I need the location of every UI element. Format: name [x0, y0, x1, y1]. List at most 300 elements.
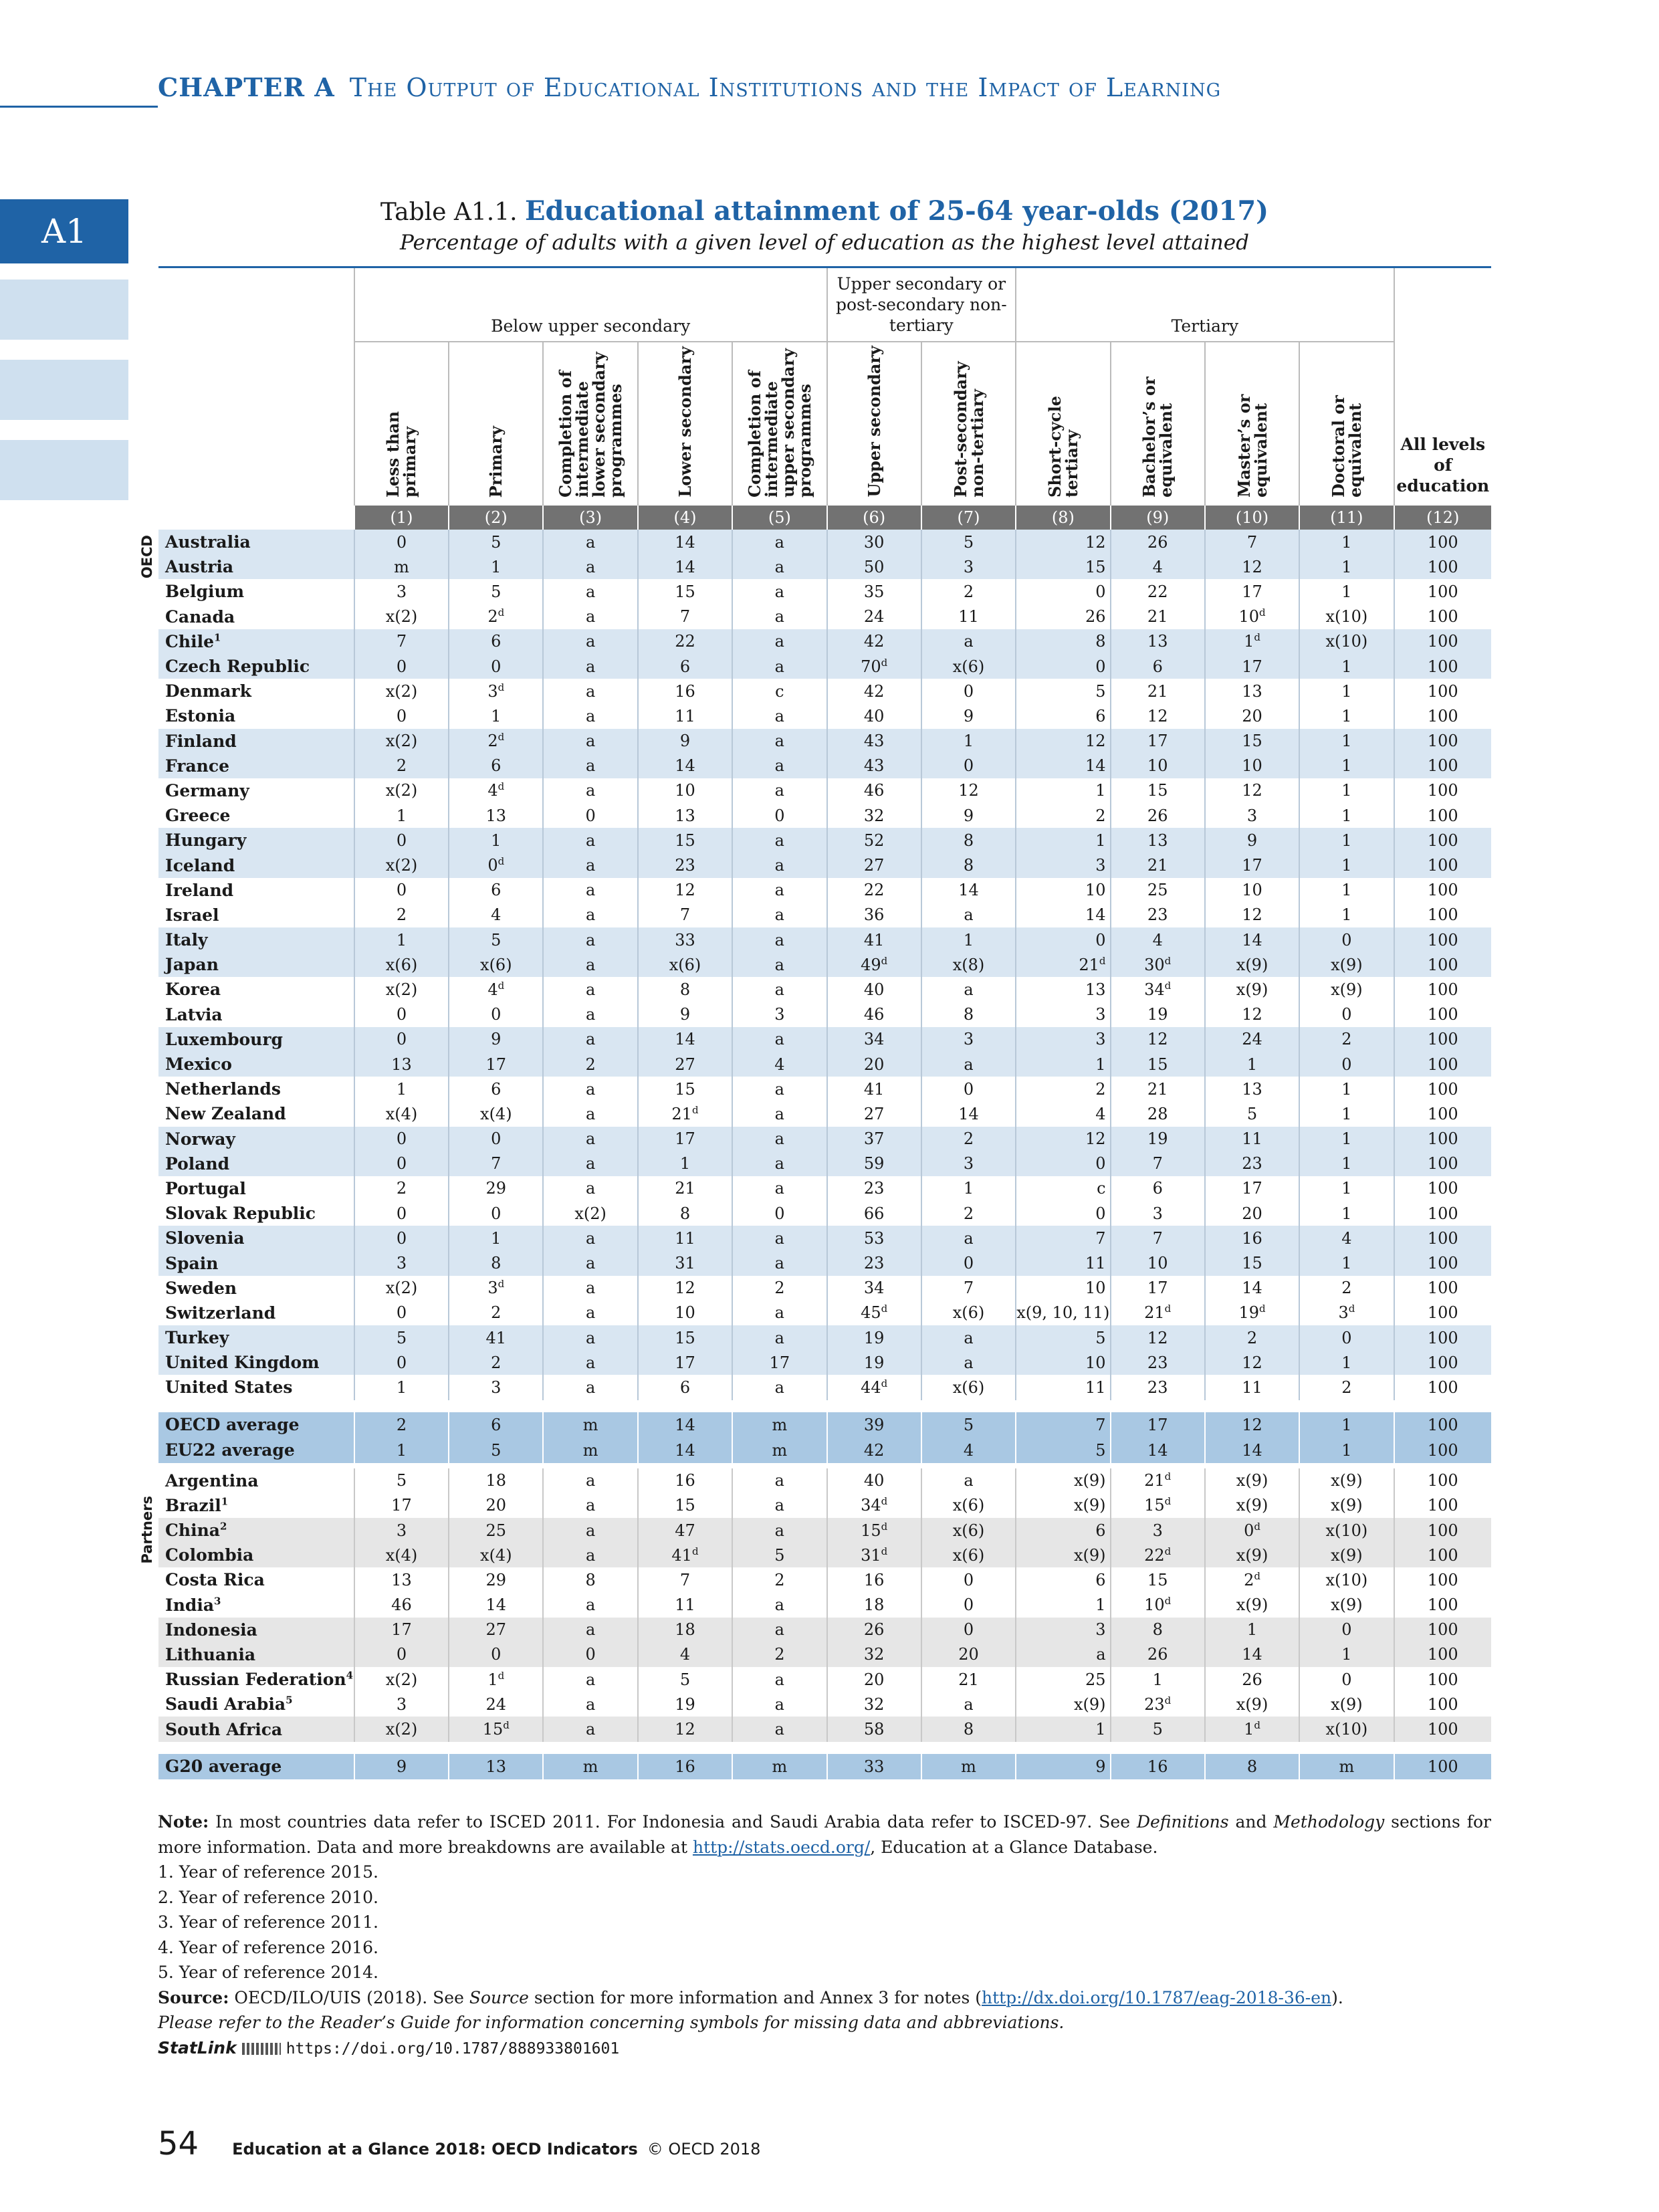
source-word: Source — [469, 1987, 529, 2007]
table-cell: a — [543, 1077, 637, 1101]
table-cell: a — [543, 1518, 637, 1543]
table-cell: 5 — [354, 1325, 449, 1350]
table-cell: 5 — [921, 530, 1016, 554]
table-cell: a — [543, 1101, 637, 1126]
table-cell: 10 — [1205, 878, 1299, 903]
table-cell: 21 — [1111, 604, 1205, 629]
table-cell: a — [543, 903, 637, 927]
table-cell: 1 — [1299, 1077, 1394, 1101]
group-upper-secondary: Upper secondary or post-secondary non-tertiary — [827, 268, 1016, 342]
table-cell: 17 — [1111, 729, 1205, 754]
table-row — [158, 1101, 1491, 1126]
table-cell: x(10) — [1299, 1717, 1394, 1741]
column-number: (4) — [638, 506, 732, 530]
table-cell: x(9) — [1299, 1543, 1394, 1567]
country-name: Sweden — [165, 1278, 237, 1298]
table-cell: 6 — [1016, 703, 1110, 728]
table-cell: m — [1299, 1754, 1394, 1779]
table-cell: 100 — [1394, 1276, 1491, 1301]
table-cell: 100 — [1394, 1301, 1491, 1325]
table-cell: 1$^d$ — [449, 1667, 543, 1692]
table-cell: 34 — [827, 1027, 921, 1052]
country-name: Greece — [165, 806, 231, 826]
country-name: India$^3$ — [165, 1595, 221, 1615]
table-cell: 1 — [1016, 1717, 1110, 1741]
table-cell: a — [732, 828, 826, 853]
country-name: Czech Republic — [158, 654, 354, 679]
table-cell: 1 — [1016, 1052, 1110, 1077]
table-cell: 13 — [1016, 977, 1110, 1002]
table-cell: 20 — [1205, 1201, 1299, 1226]
country-name: China$^2$ — [158, 1518, 354, 1543]
table-cell: 12 — [1205, 1350, 1299, 1375]
table-cell: 12 — [1016, 729, 1110, 754]
table-cell: 7 — [638, 903, 732, 927]
table-cell: 100 — [1394, 1375, 1491, 1400]
table-cell: 5 — [354, 1468, 449, 1493]
table-cell: 41$^d$ — [638, 1543, 732, 1567]
table-cell: 100 — [1394, 1642, 1491, 1667]
table-cell: a — [732, 1618, 826, 1642]
table-cell: 27 — [827, 853, 921, 877]
footnote-3: 3. Year of reference 2011. — [158, 1912, 378, 1932]
table-cell: 32 — [827, 1642, 921, 1667]
table-cell: 0 — [1299, 1052, 1394, 1077]
table-cell: a — [732, 1027, 826, 1052]
table-cell: x(9) — [1016, 1543, 1110, 1567]
table-cell: 7 — [354, 629, 449, 654]
table-cell: 11 — [1016, 1250, 1110, 1275]
table-cell: 23 — [1111, 903, 1205, 927]
table-cell: 3 — [921, 554, 1016, 579]
table-cell: 7 — [921, 1276, 1016, 1301]
table-cell: 100 — [1394, 654, 1491, 679]
table-cell: 17 — [1205, 853, 1299, 877]
table-cell: a — [732, 1226, 826, 1250]
table-cell: 31 — [638, 1250, 732, 1275]
table-cell: 32 — [827, 1692, 921, 1717]
table-cell: 14 — [638, 554, 732, 579]
country-name: Netherlands — [165, 1079, 281, 1099]
source-label: Source: — [158, 1987, 229, 2007]
table-row — [158, 903, 1491, 927]
table-cell: 34 — [827, 1276, 921, 1301]
table-cell: a — [732, 629, 826, 654]
table-row — [158, 579, 1491, 604]
table-cell: 1 — [449, 828, 543, 853]
table-cell: 41 — [827, 927, 921, 952]
table-row — [158, 952, 1491, 977]
table-cell: 28 — [1111, 1101, 1205, 1126]
table-cell: 42 — [827, 1438, 921, 1463]
table-row — [158, 1412, 1491, 1438]
country-name: Korea — [165, 980, 221, 1000]
country-name: Lithuania — [158, 1642, 354, 1667]
table-cell: 25 — [449, 1518, 543, 1543]
table-cell: a — [921, 1468, 1016, 1493]
table-cell: a — [732, 1301, 826, 1325]
column-number: (2) — [449, 506, 543, 530]
table-cell: 0 — [921, 1077, 1016, 1101]
table-cell: 5 — [1111, 1717, 1205, 1741]
table-cell: x(9, 10, 11) — [1016, 1301, 1110, 1325]
table-cell: 1 — [449, 1226, 543, 1250]
table-row — [158, 703, 1491, 728]
table-row — [158, 1692, 1491, 1717]
table-cell: 2 — [449, 1301, 543, 1325]
table-number: Table A1.1. — [380, 199, 518, 226]
country-name: EU22 average — [158, 1438, 354, 1463]
table-cell: 1 — [1299, 778, 1394, 803]
table-cell: 100 — [1394, 1438, 1491, 1463]
table-cell: 15 — [1111, 1567, 1205, 1592]
table-cell: 0 — [921, 1593, 1016, 1618]
table-cell: a — [921, 903, 1016, 927]
note-methodology: Methodology — [1273, 1812, 1385, 1832]
table-cell: 100 — [1394, 1052, 1491, 1077]
column-header-label: Less than primary — [383, 411, 420, 497]
table-cell: 9 — [1016, 1754, 1110, 1779]
table-cell: 35 — [827, 579, 921, 604]
table-cell: 6 — [449, 878, 543, 903]
table-cell: 9 — [449, 1027, 543, 1052]
table-row — [158, 629, 1491, 654]
table-cell: 5 — [638, 1667, 732, 1692]
table-cell: 27 — [827, 1101, 921, 1126]
table-cell: 8 — [1205, 1754, 1299, 1779]
table-cell: x(9) — [1016, 1493, 1110, 1518]
table-cell: 2 — [354, 1176, 449, 1201]
table-cell: 0 — [1016, 579, 1110, 604]
table-cell: 2 — [1299, 1375, 1394, 1400]
table-row — [158, 1667, 1491, 1692]
table-cell: 18 — [827, 1593, 921, 1618]
table-cell: x(6) — [354, 952, 449, 977]
table-cell: 12 — [1205, 1002, 1299, 1027]
table-cell: 0 — [921, 1567, 1016, 1592]
table-cell: 1 — [354, 1077, 449, 1101]
table-cell: 100 — [1394, 1201, 1491, 1226]
table-cell: 0 — [732, 803, 826, 828]
table-cell: 34$^d$ — [827, 1493, 921, 1518]
table-cell: 1 — [1299, 1250, 1394, 1275]
table-cell: x(9) — [1205, 1493, 1299, 1518]
source-doi-link[interactable]: http://dx.doi.org/10.1787/eag-2018-36-en — [981, 1987, 1332, 2007]
table-cell: 40 — [827, 977, 921, 1002]
country-name: United States — [165, 1377, 293, 1398]
table-cell: 3 — [1016, 1618, 1110, 1642]
table-cell: 4 — [449, 903, 543, 927]
table-cell: 21$^d$ — [638, 1101, 732, 1126]
table-row — [158, 1077, 1491, 1101]
table-cell: 8 — [921, 1002, 1016, 1027]
table-row — [158, 1127, 1491, 1151]
table-row — [158, 878, 1491, 903]
column-header-2 — [449, 342, 543, 506]
column-header-7 — [921, 342, 1016, 506]
table-cell: 4 — [1111, 554, 1205, 579]
table-cell: 46 — [354, 1593, 449, 1618]
table-cell: 1 — [1299, 803, 1394, 828]
table-cell: a — [732, 754, 826, 778]
table-cell: m — [543, 1412, 637, 1438]
table-cell: 52 — [827, 828, 921, 853]
table-cell: a — [732, 729, 826, 754]
table-cell: 20 — [921, 1642, 1016, 1667]
table-cell: 17 — [1205, 1176, 1299, 1201]
country-name: Chile$^1$ — [158, 629, 354, 654]
table-cell: a — [921, 1052, 1016, 1077]
column-header-1 — [354, 342, 449, 506]
table-cell: 14 — [921, 878, 1016, 903]
table-cell: 1 — [1299, 554, 1394, 579]
column-header-10 — [1205, 342, 1299, 506]
table-cell: 24 — [1205, 1027, 1299, 1052]
side-tab-block — [0, 440, 128, 500]
column-header-5 — [732, 342, 826, 506]
table-cell: 4$^d$ — [449, 778, 543, 803]
table-cell: 0 — [354, 828, 449, 853]
country-name: Slovak Republic — [165, 1204, 316, 1224]
table-cell: c — [1016, 1176, 1110, 1201]
table-row — [158, 853, 1491, 877]
table-cell: 3 — [1016, 1027, 1110, 1052]
country-name: Norway — [158, 1127, 354, 1151]
table-cell: a — [543, 1468, 637, 1493]
table-cell: 100 — [1394, 828, 1491, 853]
table-cell: 25 — [1111, 878, 1205, 903]
table-cell: 14 — [638, 1027, 732, 1052]
note-text: In most countries data refer to ISCED 2011. For Indonesia and Saudi Arabia data refer to ISCED-97. See — [215, 1812, 1137, 1832]
table-cell: 21 — [1111, 853, 1205, 877]
country-name: Israel — [165, 905, 219, 925]
table-cell: 30$^d$ — [1111, 952, 1205, 977]
table-cell: 13 — [1111, 629, 1205, 654]
table-cell: a — [732, 604, 826, 629]
stats-oecd-link[interactable]: http://stats.oecd.org/ — [692, 1837, 871, 1857]
table-cell: a — [921, 1226, 1016, 1250]
table-cell: 12 — [1111, 1325, 1205, 1350]
table-cell: 9 — [354, 1754, 449, 1779]
table-cell: 23$^d$ — [1111, 1692, 1205, 1717]
table-cell: 18 — [449, 1468, 543, 1493]
table-cell: 30 — [827, 530, 921, 554]
table-cell: 2 — [449, 1350, 543, 1375]
table-cell: 10 — [638, 778, 732, 803]
table-cell: 12 — [638, 1276, 732, 1301]
table-cell: 0 — [1016, 654, 1110, 679]
table-cell: 1 — [1016, 1593, 1110, 1618]
table-cell: m — [732, 1438, 826, 1463]
table-cell: 100 — [1394, 1101, 1491, 1126]
table-row — [158, 1375, 1491, 1400]
table-cell: 13 — [1111, 828, 1205, 853]
source-text: section for more information and Annex 3 for notes ( — [528, 1987, 982, 2007]
table-cell: 7 — [1205, 530, 1299, 554]
table-cell: x(4) — [449, 1101, 543, 1126]
table-cell: x(9) — [1016, 1468, 1110, 1493]
table-cell: 7 — [1111, 1151, 1205, 1176]
table-cell: 100 — [1394, 778, 1491, 803]
table-cell: a — [543, 1667, 637, 1692]
table-cell: 19 — [638, 1692, 732, 1717]
table-row — [158, 1754, 1491, 1779]
table-cell: 23 — [1111, 1350, 1205, 1375]
table-cell: 19$^d$ — [1205, 1301, 1299, 1325]
table-cell: 1 — [1299, 703, 1394, 728]
table-cell: 21 — [1111, 1077, 1205, 1101]
table-cell: x(9) — [1205, 952, 1299, 977]
table-cell: a — [543, 828, 637, 853]
table-row — [158, 1250, 1491, 1275]
table-cell: x(2) — [354, 679, 449, 703]
table-cell: 100 — [1394, 1027, 1491, 1052]
table-cell: 11 — [1205, 1127, 1299, 1151]
column-header-3 — [543, 342, 637, 506]
table-cell: 22 — [638, 629, 732, 654]
table-cell: 0 — [354, 1226, 449, 1250]
country-name: Japan — [158, 952, 354, 977]
table-cell: 2 — [1205, 1325, 1299, 1350]
table-cell: 0$^d$ — [1205, 1518, 1299, 1543]
note-definitions: Definitions — [1136, 1812, 1229, 1832]
table-cell: 31$^d$ — [827, 1543, 921, 1567]
table-cell: 100 — [1394, 1412, 1491, 1438]
table-cell: 23 — [1205, 1151, 1299, 1176]
table-cell: x(2) — [354, 1717, 449, 1741]
table-row — [158, 1518, 1491, 1543]
column-number: (7) — [921, 506, 1016, 530]
table-cell: 1 — [1016, 828, 1110, 853]
table-cell: x(6) — [921, 1518, 1016, 1543]
table-cell: 100 — [1394, 754, 1491, 778]
table-cell: 23 — [827, 1176, 921, 1201]
table-cell: 12 — [1016, 1127, 1110, 1151]
table-cell: 0 — [449, 1642, 543, 1667]
table-cell: 1 — [1299, 1101, 1394, 1126]
table-cell: 1 — [1299, 579, 1394, 604]
table-cell: 0 — [354, 1301, 449, 1325]
table-cell: 1 — [921, 1176, 1016, 1201]
table-cell: 16 — [827, 1567, 921, 1592]
table-row — [158, 530, 1491, 554]
table-cell: 22$^d$ — [1111, 1543, 1205, 1567]
table-row — [158, 1201, 1491, 1226]
table-cell: a — [543, 853, 637, 877]
footnote-1: 1. Year of reference 2015. — [158, 1862, 378, 1882]
table-cell: x(10) — [1299, 604, 1394, 629]
table-cell: 3 — [1111, 1518, 1205, 1543]
table-cell: 100 — [1394, 1226, 1491, 1250]
source-text: OECD/ILO/UIS (2018). See — [234, 1987, 469, 2007]
country-name: Ireland — [165, 880, 234, 900]
table-cell: 1 — [1299, 1127, 1394, 1151]
table-cell: 1 — [354, 927, 449, 952]
table-cell: 0 — [1016, 1201, 1110, 1226]
table-cell: 11 — [638, 703, 732, 728]
country-name: Luxembourg — [158, 1027, 354, 1052]
table-cell: 2 — [1016, 1077, 1110, 1101]
note-text: and — [1228, 1812, 1274, 1832]
table-cell: x(9) — [1299, 1493, 1394, 1518]
table-cell: 1 — [1299, 903, 1394, 927]
table-cell: 16 — [638, 679, 732, 703]
table-cell: 1 — [1205, 1618, 1299, 1642]
table-cell: 26 — [1111, 1642, 1205, 1667]
table-row — [158, 1468, 1491, 1493]
table-cell: 4 — [732, 1052, 826, 1077]
statlink-label: StatLink — [158, 2037, 237, 2058]
country-name: Canada — [165, 606, 235, 627]
table-cell: a — [543, 579, 637, 604]
table-cell: a — [543, 1176, 637, 1201]
table-cell: a — [543, 1226, 637, 1250]
table-row — [158, 729, 1491, 754]
table-cell: 0 — [1299, 1325, 1394, 1350]
table-cell: 3 — [1111, 1201, 1205, 1226]
table-cell: a — [543, 1375, 637, 1400]
table-cell: 3 — [921, 1027, 1016, 1052]
country-name: Finland — [158, 729, 354, 754]
table-cell: 17 — [732, 1350, 826, 1375]
table-row — [158, 977, 1491, 1002]
table-cell: 0 — [354, 1151, 449, 1176]
indicator-tab: A1 — [0, 199, 128, 263]
table-cell: 1 — [921, 927, 1016, 952]
table-cell: 100 — [1394, 1325, 1491, 1350]
column-number: (11) — [1299, 506, 1394, 530]
table-title — [158, 195, 1491, 255]
table-cell: 0 — [449, 1002, 543, 1027]
table-cell: 3 — [1016, 853, 1110, 877]
table-cell: 44$^d$ — [827, 1375, 921, 1400]
table-cell: 8 — [921, 853, 1016, 877]
source-text: ). — [1331, 1987, 1343, 2007]
table-cell: m — [543, 1754, 637, 1779]
table-cell: x(2) — [354, 778, 449, 803]
table-cell: 2 — [732, 1276, 826, 1301]
table-cell: a — [543, 878, 637, 903]
table-cell: a — [543, 629, 637, 654]
table-cell: 6 — [449, 629, 543, 654]
table-cell: a — [732, 977, 826, 1002]
table-cell: 14 — [1111, 1438, 1205, 1463]
table-cell: x(10) — [1299, 1518, 1394, 1543]
table-row — [158, 1567, 1491, 1592]
table-cell: 2 — [1299, 1276, 1394, 1301]
statlink-url[interactable]: https://doi.org/10.1787/888933801601 — [286, 2039, 620, 2058]
table-cell: 22 — [1111, 579, 1205, 604]
table-cell: 15 — [1205, 1250, 1299, 1275]
table-cell: 15 — [638, 1493, 732, 1518]
table-cell: 2 — [732, 1642, 826, 1667]
table-cell: 6 — [638, 654, 732, 679]
table-cell: 8 — [449, 1250, 543, 1275]
table-cell: 0 — [354, 1350, 449, 1375]
table-cell: 100 — [1394, 1692, 1491, 1717]
table-cell: 100 — [1394, 1667, 1491, 1692]
table-cell: 15$^d$ — [449, 1717, 543, 1741]
table-cell: x(6) — [921, 1493, 1016, 1518]
table-cell: 12 — [1205, 554, 1299, 579]
table-cell: 26 — [1016, 604, 1110, 629]
side-tab-block — [0, 360, 128, 420]
table-cell: 13 — [449, 1754, 543, 1779]
table-cell: 58 — [827, 1717, 921, 1741]
table-cell: 16 — [1111, 1754, 1205, 1779]
table-cell: a — [543, 754, 637, 778]
readers-guide-note: Please refer to the Reader’s Guide for information concerning symbols for missing data and abbreviations. — [158, 2013, 1065, 2032]
